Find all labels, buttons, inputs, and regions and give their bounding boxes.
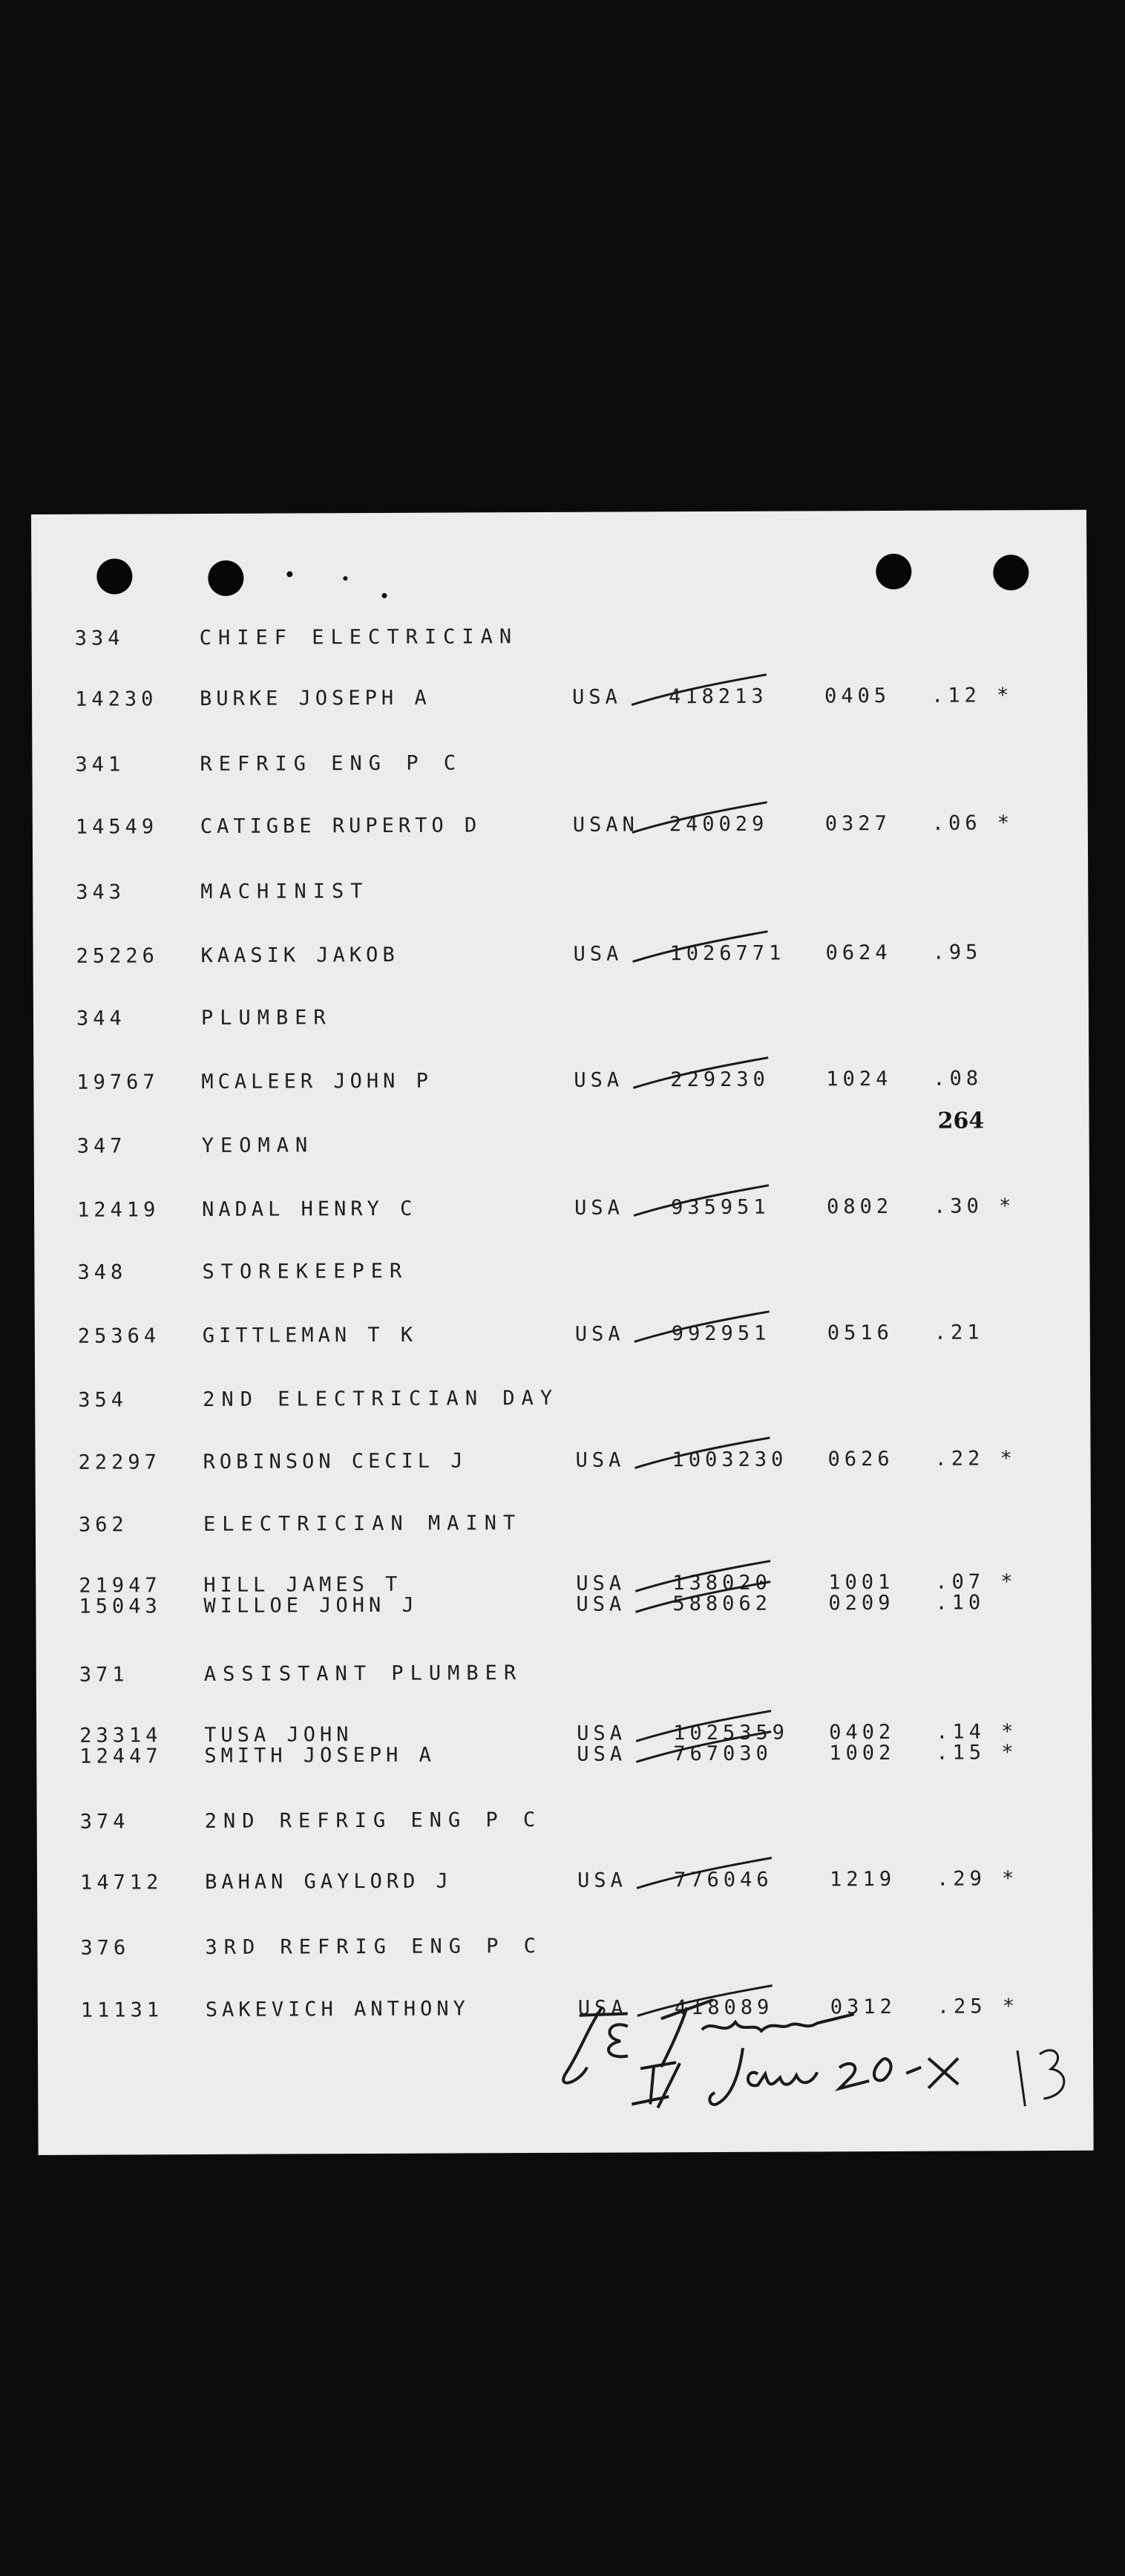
position-code: 347 [76,1134,127,1158]
entry-date: 1219 [829,1867,896,1892]
crew-name: MCALEER JOHN P [201,1069,433,1094]
entry-code: 14230 [75,687,158,711]
position-title-line [36,1656,1092,1690]
position-title-line [36,1506,1091,1540]
position-title-line [35,1382,1090,1416]
document-number: 240029 [669,812,769,837]
crew-entry [32,681,1087,715]
document-number: 767030 [673,1742,773,1766]
page-number-stamp: 264 [937,1108,985,1134]
rate-value: .07 [935,1570,985,1594]
entry-date: 1002 [829,1741,896,1765]
crew-entry [37,1864,1092,1898]
entry-code: 14549 [75,815,159,839]
entry-date: 0405 [824,684,891,708]
position-code: 354 [78,1388,128,1412]
position-title-line [33,874,1088,908]
document-number: 935951 [671,1195,770,1220]
punch-hole [876,554,911,589]
position-title-line [37,1803,1092,1837]
crew-entry [34,1191,1089,1226]
position-title-line [34,1254,1089,1288]
position-code: 341 [75,753,125,777]
asterisk-mark: * [1000,1447,1017,1471]
crew-name: BAHAN GAYLORD J [204,1869,453,1894]
position-title: YEOMAN [201,1134,315,1158]
entry-date: 0209 [828,1591,895,1615]
position-title-line [37,1929,1092,1964]
crew-entry [33,1064,1089,1098]
entry-date: 0624 [825,941,892,965]
entry-date: 0516 [827,1321,893,1345]
punch-hole [96,558,132,594]
citizenship: USA [575,1448,626,1472]
rate-value: .21 [934,1321,984,1344]
crew-entry [36,1738,1092,1772]
entry-code: 12447 [79,1745,163,1768]
document-number: 1026771 [669,941,786,966]
entry-code: 23314 [79,1724,163,1748]
position-code: 343 [76,880,126,904]
document-number: 776046 [673,1868,773,1892]
document-number: 418089 [674,1995,774,2020]
position-title: 3RD REFRIG ENG P C [205,1935,543,1959]
entry-code: 22297 [78,1451,161,1474]
asterisk-mark: * [997,684,1014,707]
document-number: 138020 [672,1571,772,1595]
rate-value: .14 [936,1720,986,1744]
asterisk-mark: * [1001,1741,1018,1765]
position-title-line [34,1128,1089,1162]
rate-value: .29 [936,1867,986,1891]
document-number: 588062 [672,1592,773,1616]
document-number: 992951 [671,1321,771,1346]
crew-name: GITTLEMAN T K [202,1323,418,1348]
citizenship: USA [577,1742,627,1766]
crew-name: WILLOE JOHN J [203,1593,419,1618]
crew-name: CATIGBE RUPERTO D [200,814,482,839]
citizenship: USA [576,1572,626,1595]
entry-code: 15043 [79,1595,162,1618]
entry-code: 25226 [76,944,159,968]
crew-name: BURKE JOSEPH A [200,686,431,711]
position-code: 371 [79,1663,129,1687]
asterisk-mark: * [997,811,1014,835]
document-number: 1025359 [673,1721,790,1745]
entry-date: 0327 [824,811,891,836]
crew-name: SMITH JOSEPH A [204,1743,436,1768]
asterisk-mark: * [999,1194,1016,1218]
entry-code: 19767 [76,1070,160,1094]
citizenship: USAN [572,813,639,837]
asterisk-mark: * [1001,1720,1018,1744]
ink-speck [381,593,387,598]
citizenship: USA [574,1322,625,1346]
citizenship: USA [577,1996,628,2020]
handwritten-signature [557,1984,1092,2112]
entry-date: 1001 [828,1570,895,1595]
entry-date: 1024 [826,1067,893,1091]
rate-value: .08 [933,1067,983,1091]
position-title: STOREKEEPER [202,1259,409,1284]
citizenship: USA [576,1592,626,1616]
rate-value: .06 [931,811,982,835]
asterisk-mark: * [1001,1867,1019,1891]
rate-value: .95 [932,941,983,964]
citizenship: USA [577,1869,627,1892]
crew-entry [33,808,1088,843]
entry-code: 21947 [79,1574,162,1598]
entry-date: 0802 [827,1194,893,1219]
position-code: 334 [74,627,125,650]
position-title: PLUMBER [200,1006,332,1030]
punch-hole [993,555,1029,590]
entry-date: 0626 [827,1447,894,1471]
crew-entry [35,1444,1090,1478]
crew-name: ROBINSON CECIL J [203,1449,468,1474]
position-title-line [32,620,1087,654]
rate-value: .15 [936,1741,986,1765]
document-number: 229230 [670,1068,770,1092]
citizenship: USA [574,1196,624,1220]
rate-value: .30 [934,1194,983,1218]
crew-name: KAASIK JAKOB [200,943,399,968]
entry-code: 11131 [80,1998,164,2022]
position-title: CHIEF ELECTRICIAN [199,625,519,650]
ink-speck [343,576,347,581]
position-title: REFRIG ENG P C [200,751,463,777]
position-code: 344 [76,1007,126,1030]
position-code: 348 [77,1261,128,1284]
asterisk-mark: * [1000,1570,1017,1594]
rate-value: .25 [937,1995,987,2018]
position-title: MACHINIST [200,880,370,904]
crew-entry [36,1588,1091,1622]
position-code: 374 [79,1810,130,1834]
paper-sheet [31,510,1094,2155]
rate-value: .12 [931,684,981,707]
citizenship: USA [573,942,623,966]
position-title: 2ND ELECTRICIAN DAY [203,1386,560,1412]
position-code: 376 [80,1936,131,1960]
entry-code: 12419 [77,1198,160,1222]
asterisk-mark: * [1002,1995,1020,2018]
document-number: 418213 [669,684,768,709]
citizenship: USA [577,1722,627,1745]
ink-speck [286,571,292,577]
rate-value: .22 [934,1447,985,1471]
crew-name: HILL JAMES T [203,1572,402,1597]
document-number: 1003230 [672,1448,788,1472]
position-code: 362 [78,1513,128,1537]
crew-name: NADAL HENRY C [202,1197,417,1222]
crew-entry [33,938,1089,972]
crew-entry [35,1318,1090,1352]
position-title-line [33,1000,1089,1034]
entry-date: 0312 [830,1995,896,2019]
position-title: ASSISTANT PLUMBER [203,1661,523,1686]
crew-name: SAKEVICH ANTHONY [205,1997,470,2021]
citizenship: USA [572,685,622,709]
entry-code: 14712 [79,1871,163,1895]
citizenship: USA [574,1068,624,1092]
rate-value: .10 [935,1591,985,1615]
position-title-line [32,746,1087,780]
entry-date: 0402 [829,1720,896,1745]
crew-name: TUSA JOHN [204,1723,353,1747]
position-title: ELECTRICIAN MAINT [203,1511,522,1537]
entry-code: 25364 [77,1324,161,1348]
position-title: 2ND REFRIG ENG P C [204,1808,542,1833]
punch-hole [208,560,243,596]
